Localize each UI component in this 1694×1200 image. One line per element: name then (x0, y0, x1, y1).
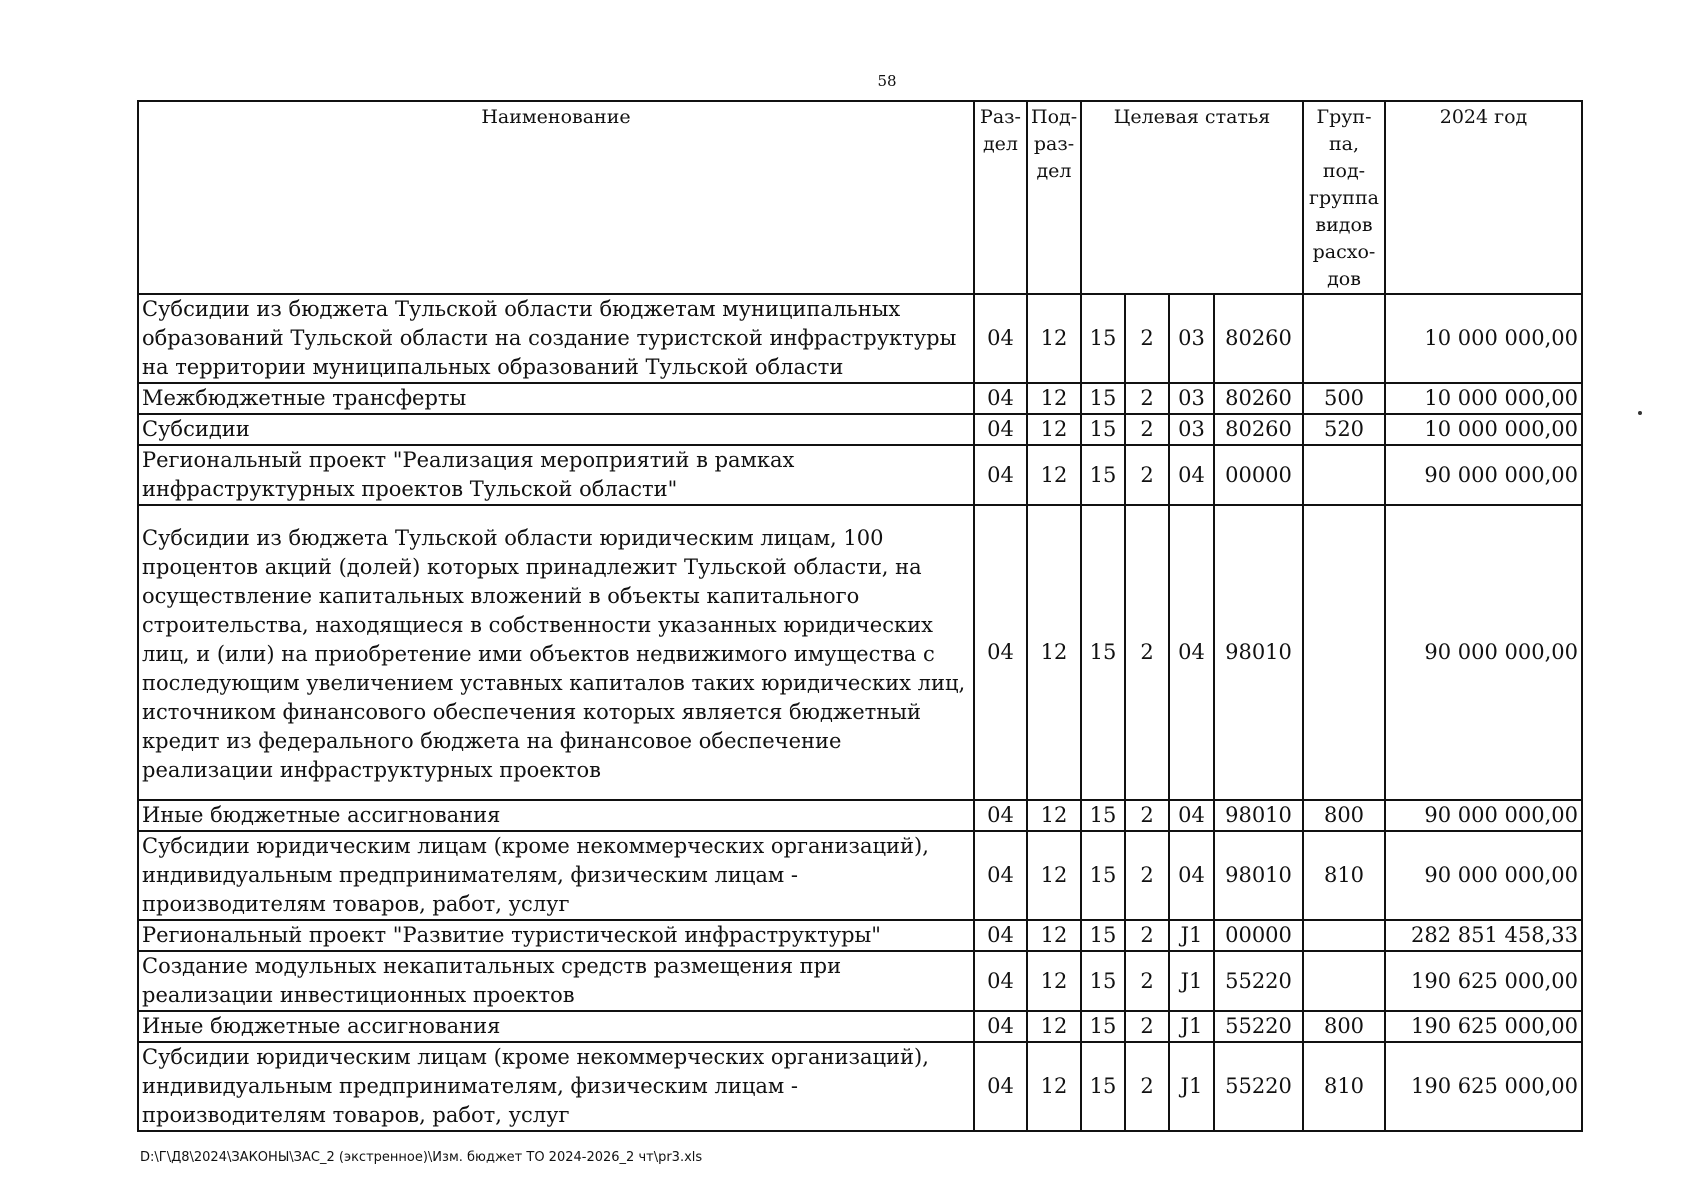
header-razdel: Раз-дел (974, 101, 1027, 294)
cell-target-program: 15 (1081, 920, 1125, 951)
cell-target-project: 03 (1169, 414, 1214, 445)
cell-expense-group: 800 (1303, 800, 1385, 831)
cell-name: Региональный проект "Развитие туристической инфраструктуры" (138, 920, 974, 951)
cell-amount-2024: 90 000 000,00 (1385, 831, 1582, 920)
cell-target-type: 2 (1125, 414, 1169, 445)
cell-expense-group: 800 (1303, 1011, 1385, 1042)
cell-target-program: 15 (1081, 800, 1125, 831)
cell-podrazdel: 12 (1027, 294, 1081, 383)
cell-amount-2024: 10 000 000,00 (1385, 294, 1582, 383)
cell-podrazdel: 12 (1027, 414, 1081, 445)
table-row (138, 1011, 1582, 1042)
cell-target-direction: 55220 (1214, 951, 1303, 1011)
cell-razdel: 04 (974, 414, 1027, 445)
cell-name: Иные бюджетные ассигнования (138, 1011, 974, 1042)
cell-razdel: 04 (974, 445, 1027, 505)
cell-razdel: 04 (974, 831, 1027, 920)
cell-name: Иные бюджетные ассигнования (138, 800, 974, 831)
cell-amount-2024: 90 000 000,00 (1385, 800, 1582, 831)
cell-target-program: 15 (1081, 414, 1125, 445)
cell-target-direction: 80260 (1214, 414, 1303, 445)
table-row (138, 414, 1582, 445)
cell-target-program: 15 (1081, 831, 1125, 920)
header-group: Груп-па, под-группа видов расхо-дов (1303, 101, 1385, 294)
header-target: Целевая статья (1081, 101, 1303, 294)
cell-podrazdel: 12 (1027, 951, 1081, 1011)
cell-razdel: 04 (974, 1042, 1027, 1131)
header-name: Наименование (138, 101, 974, 294)
table-row (138, 1042, 1582, 1131)
cell-name: Субсидии из бюджета Тульской области бюджетам муниципальных образований Тульской области на создание туристской инфраструктуры на территории муниципальных образований Тульской области (138, 294, 974, 383)
cell-name: Субсидии юридическим лицам (кроме некоммерческих организаций), индивидуальным предпринимателям, физическим лицам - производителям товаров, работ, услуг (138, 831, 974, 920)
cell-expense-group: 810 (1303, 1042, 1385, 1131)
cell-expense-group: 500 (1303, 383, 1385, 414)
cell-target-direction: 00000 (1214, 920, 1303, 951)
cell-razdel: 04 (974, 1011, 1027, 1042)
cell-target-program: 15 (1081, 294, 1125, 383)
cell-name: Субсидии (138, 414, 974, 445)
cell-amount-2024: 282 851 458,33 (1385, 920, 1582, 951)
cell-target-project: J1 (1169, 951, 1214, 1011)
cell-target-program: 15 (1081, 1011, 1125, 1042)
table-row (138, 294, 1582, 383)
header-podrazdel: Под-раз-дел (1027, 101, 1081, 294)
header-year: 2024 год (1385, 101, 1582, 294)
cell-target-project: J1 (1169, 1011, 1214, 1042)
cell-target-program: 15 (1081, 383, 1125, 414)
cell-target-type: 2 (1125, 831, 1169, 920)
cell-target-direction: 98010 (1214, 800, 1303, 831)
cell-razdel: 04 (974, 951, 1027, 1011)
cell-amount-2024: 10 000 000,00 (1385, 383, 1582, 414)
cell-razdel: 04 (974, 800, 1027, 831)
cell-name: Региональный проект "Реализация мероприятий в рамках инфраструктурных проектов Тульской области" (138, 445, 974, 505)
cell-target-type: 2 (1125, 920, 1169, 951)
cell-target-type: 2 (1125, 294, 1169, 383)
cell-amount-2024: 190 625 000,00 (1385, 951, 1582, 1011)
cell-target-direction: 98010 (1214, 831, 1303, 920)
cell-target-type: 2 (1125, 1042, 1169, 1131)
cell-target-project: 03 (1169, 383, 1214, 414)
cell-expense-group: 810 (1303, 831, 1385, 920)
table-row (138, 445, 1582, 505)
cell-name: Создание модульных некапитальных средств размещения при реализации инвестиционных проектов (138, 951, 974, 1011)
cell-amount-2024: 190 625 000,00 (1385, 1011, 1582, 1042)
cell-podrazdel: 12 (1027, 920, 1081, 951)
cell-podrazdel: 12 (1027, 383, 1081, 414)
cell-target-project: 04 (1169, 505, 1214, 800)
stray-dot-mark (1638, 411, 1642, 415)
cell-razdel: 04 (974, 294, 1027, 383)
cell-target-project: 03 (1169, 294, 1214, 383)
cell-target-direction: 55220 (1214, 1042, 1303, 1131)
cell-podrazdel: 12 (1027, 831, 1081, 920)
table-row (138, 831, 1582, 920)
cell-target-program: 15 (1081, 505, 1125, 800)
cell-amount-2024: 10 000 000,00 (1385, 414, 1582, 445)
cell-amount-2024: 190 625 000,00 (1385, 1042, 1582, 1131)
table-row (138, 951, 1582, 1011)
cell-target-project: 04 (1169, 445, 1214, 505)
cell-target-type: 2 (1125, 951, 1169, 1011)
cell-podrazdel: 12 (1027, 1011, 1081, 1042)
cell-expense-group (1303, 505, 1385, 800)
cell-podrazdel: 12 (1027, 1042, 1081, 1131)
cell-expense-group: 520 (1303, 414, 1385, 445)
cell-target-type: 2 (1125, 505, 1169, 800)
table-row (138, 920, 1582, 951)
cell-amount-2024: 90 000 000,00 (1385, 505, 1582, 800)
cell-name: Субсидии юридическим лицам (кроме некоммерческих организаций), индивидуальным предпринимателям, физическим лицам - производителям товаров, работ, услуг (138, 1042, 974, 1131)
cell-name: Межбюджетные трансферты (138, 383, 974, 414)
cell-target-program: 15 (1081, 951, 1125, 1011)
cell-target-direction: 55220 (1214, 1011, 1303, 1042)
cell-amount-2024: 90 000 000,00 (1385, 445, 1582, 505)
cell-target-type: 2 (1125, 1011, 1169, 1042)
budget-table (137, 100, 1583, 1132)
cell-target-type: 2 (1125, 800, 1169, 831)
cell-target-direction: 00000 (1214, 445, 1303, 505)
cell-podrazdel: 12 (1027, 505, 1081, 800)
table-row (138, 383, 1582, 414)
cell-target-program: 15 (1081, 1042, 1125, 1131)
cell-target-program: 15 (1081, 445, 1125, 505)
cell-target-type: 2 (1125, 383, 1169, 414)
table-row (138, 800, 1582, 831)
cell-expense-group (1303, 294, 1385, 383)
cell-target-project: J1 (1169, 920, 1214, 951)
page-number: 58 (877, 72, 897, 90)
cell-target-direction: 98010 (1214, 505, 1303, 800)
table-row (138, 505, 1582, 800)
footer-file-path: D:\Г\Д8\2024\ЗАКОНЫ\ЗАС_2 (экстренное)\Изм. бюджет ТО 2024-2026_2 чт\pr3.xls (140, 1150, 703, 1165)
cell-target-project: 04 (1169, 831, 1214, 920)
cell-target-direction: 80260 (1214, 383, 1303, 414)
table-header-row (138, 101, 1582, 294)
cell-target-project: J1 (1169, 1042, 1214, 1131)
cell-target-direction: 80260 (1214, 294, 1303, 383)
cell-expense-group (1303, 951, 1385, 1011)
cell-expense-group (1303, 920, 1385, 951)
cell-expense-group (1303, 445, 1385, 505)
cell-podrazdel: 12 (1027, 800, 1081, 831)
cell-razdel: 04 (974, 505, 1027, 800)
cell-name: Субсидии из бюджета Тульской области юридическим лицам, 100 процентов акций (долей) которых принадлежит Тульской области, на осуществление капитальных вложений в объекты капитального строительства, находящиеся в собственности указанных юридических лиц, и (или) на приобретение ими объектов недвижимого имущества с последующим увеличением уставных капиталов таких юридических лиц, источником финансового обеспечения которых является бюджетный кредит из федерального бюджета на финансовое обеспечение реализации инфраструктурных проектов (138, 505, 974, 800)
cell-target-type: 2 (1125, 445, 1169, 505)
cell-target-project: 04 (1169, 800, 1214, 831)
cell-podrazdel: 12 (1027, 445, 1081, 505)
cell-razdel: 04 (974, 383, 1027, 414)
cell-razdel: 04 (974, 920, 1027, 951)
